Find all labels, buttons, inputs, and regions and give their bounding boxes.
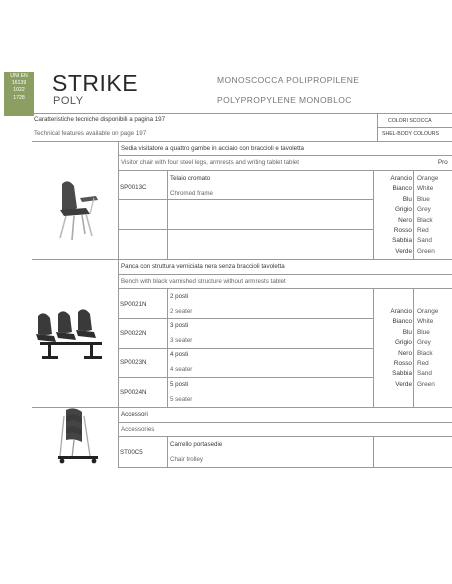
accessories-title-en: Accessories	[121, 426, 155, 433]
bench-code: SP0024N	[120, 389, 147, 396]
divider	[118, 259, 119, 407]
material-it: MONOSCOCCA POLIPROPILENE	[217, 75, 360, 85]
color-name-it: Arancio	[390, 308, 412, 315]
colors-header-it: COLORI SCOCCA	[388, 118, 432, 124]
color-name-en: Black	[417, 349, 433, 357]
chair-frame-en: Chromed frame	[170, 190, 213, 197]
bench-desc-it: Panca con struttura verniciata nera senza braccioli tavoletta	[121, 263, 285, 270]
color-name-it: Nero	[398, 349, 412, 357]
cert-line: 1022	[13, 87, 25, 94]
divider	[377, 127, 452, 128]
chair-code: SP0013C	[120, 184, 147, 191]
chair-colors-en	[417, 174, 451, 257]
color-name-en: Sand	[417, 237, 432, 245]
visitor-chair-image	[52, 178, 104, 242]
bench-seats-it: 3 posti	[170, 322, 189, 329]
color-name-it: Sabbia	[392, 370, 412, 378]
color-name-en: Sand	[417, 370, 432, 378]
features-it: Caratteristiche tecniche disponibili a pagina 197	[34, 116, 166, 123]
divider	[167, 436, 168, 467]
bench-seats-en: 4 seater	[170, 366, 193, 373]
color-name-it: Nero	[398, 216, 412, 224]
divider	[373, 436, 374, 467]
color-name-it: Verde	[395, 380, 412, 388]
cert-line: UNI EN	[10, 73, 28, 79]
cert-line: 1728	[13, 94, 25, 101]
chair-colors-it	[374, 174, 412, 257]
divider	[118, 318, 373, 319]
chair-desc-en: Visitor chair with four steel legs, armrests and writing tablet tablet	[121, 159, 300, 166]
bench-seats-it: 5 posti	[170, 381, 189, 388]
trolley-code: ST00C5	[120, 449, 143, 456]
color-name-en: Grey	[417, 339, 431, 347]
divider	[118, 155, 452, 156]
color-name-it: Rosso	[393, 360, 412, 368]
bench-colors-it	[374, 307, 412, 390]
color-name-it: Grigio	[394, 206, 412, 214]
divider	[118, 377, 373, 378]
accessories-title-it: Accessori	[121, 411, 148, 418]
divider	[413, 170, 414, 259]
divider	[118, 288, 452, 289]
color-name-en: Grey	[417, 206, 431, 214]
bench-image	[34, 306, 114, 364]
bench-desc-en: Bench with black varnished structure without armrests tablet	[121, 278, 286, 285]
divider	[167, 288, 168, 407]
color-name-en: Blue	[417, 195, 430, 203]
certification-badge	[4, 72, 34, 116]
bench-seats-it: 2 posti	[170, 293, 189, 300]
color-name-en: Green	[417, 247, 435, 255]
bench-seats-en: 2 seater	[170, 308, 193, 315]
divider	[118, 407, 119, 467]
color-name-en: Green	[417, 380, 435, 388]
color-name-en: Black	[417, 216, 433, 224]
color-name-it: Verde	[395, 247, 412, 255]
bench-code: SP0021N	[120, 301, 147, 308]
colors-header-en: SHEL-BODY COLOURS	[382, 131, 439, 137]
features-en: Technical features available on page 197	[34, 130, 147, 137]
bench-code: SP0022N	[120, 330, 147, 337]
bench-colors-en	[417, 307, 451, 390]
cert-line: 16139	[11, 80, 27, 87]
divider	[118, 141, 119, 259]
divider	[413, 288, 414, 407]
color-name-it: Grigio	[394, 339, 412, 347]
color-name-it: Arancio	[390, 175, 412, 182]
divider	[118, 436, 452, 437]
divider	[32, 141, 452, 142]
divider	[118, 199, 373, 200]
trolley-name-en: Chair trolley	[170, 456, 204, 463]
divider	[118, 170, 452, 171]
bench-seats-it: 4 posti	[170, 351, 189, 358]
divider	[167, 170, 168, 259]
divider	[118, 274, 452, 275]
color-name-it: Bianco	[392, 318, 412, 326]
color-name-it: Blu	[402, 195, 412, 203]
product-title: STRIKE	[52, 70, 139, 96]
color-name-en: Orange	[417, 308, 439, 315]
color-name-it: Sabbia	[392, 237, 412, 245]
chair-pro-label: Pro	[438, 159, 448, 166]
product-subtitle: POLY	[53, 95, 84, 107]
color-name-it: Rosso	[393, 227, 412, 235]
color-name-it: Bianco	[392, 185, 412, 193]
divider	[118, 229, 373, 230]
color-name-en: White	[417, 318, 434, 326]
chair-frame-it: Telaio cromato	[170, 175, 211, 182]
trolley-name-it: Carrello portasedie	[170, 441, 223, 448]
divider	[32, 259, 452, 260]
divider	[118, 422, 452, 423]
bench-seats-en: 5 seater	[170, 396, 193, 403]
divider	[118, 348, 373, 349]
material-en: POLYPROPYLENE MONOBLOC	[217, 95, 352, 105]
divider	[32, 113, 452, 114]
chair-trolley-image	[56, 406, 102, 464]
color-name-en: Red	[417, 360, 429, 368]
color-name-en: Red	[417, 227, 429, 235]
divider	[118, 467, 452, 468]
color-name-en: Orange	[417, 175, 439, 182]
bench-code: SP0023N	[120, 359, 147, 366]
color-name-it: Blu	[402, 328, 412, 336]
bench-seats-en: 3 seater	[170, 337, 193, 344]
color-name-en: White	[417, 185, 434, 193]
chair-desc-it: Sedia visitatore a quattro gambe in acciaio con braccioli e tavoletta	[121, 145, 304, 152]
color-name-en: Blue	[417, 328, 430, 336]
